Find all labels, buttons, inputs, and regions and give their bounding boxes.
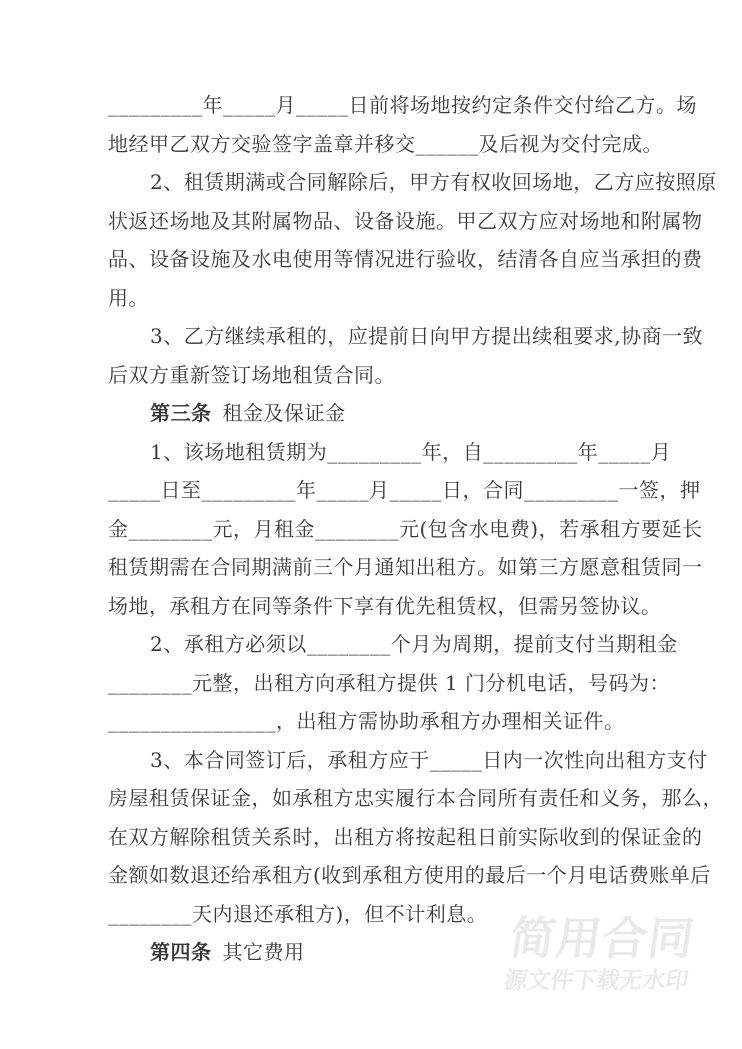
contract-text-line: _____日至_________年_____月_____日，合同_________一签，押 [108,478,701,502]
contract-text-line: 场地，承租方在同等条件下享有优先租赁权，但需另签协议。 [108,593,662,618]
contract-text-line: 后双方重新签订场地租赁合同。 [108,362,395,387]
section-heading-number: 第四条 [150,940,212,964]
contract-text-line: 2、租赁期满或合同解除后，甲方有权收回场地，乙方应按照原 [150,170,717,194]
section-heading-number: 第三条 [150,401,212,425]
contract-text-line: ________天内退还承租方)，但不计利息。 [108,901,488,926]
section-heading: 第四条 其它费用 [150,940,305,964]
contract-body [108,86,723,972]
contract-text-line: 金________元，月租金________元(包含水电费)，若承租方要延长 [108,516,703,541]
contract-text-line: 状返还场地及其附属物品、设备设施。甲乙双方应对场地和附属物 [108,208,703,233]
contract-text-line: 1、该场地租赁期为_________年，自_________年_____月 [150,439,672,464]
contract-text-line: _________年_____月_____日前将场地按约定条件交付给乙方。场 [108,93,697,117]
section-heading: 第三条 租金及保证金 [150,401,346,425]
contract-text-line: ________元整，出租方向承租方提供 1 门分机电话，号码为： [108,670,670,695]
contract-text-line: 用。 [108,285,149,310]
contract-text-line: 房屋租赁保证金，如承租方忠实履行本合同所有责任和义务，那么， [108,786,723,810]
contract-text-line: ________________，出租方需协助承租方办理相关证件。 [108,709,625,733]
contract-text-line: 租赁期需在合同期满前三个月通知出租方。如第三方愿意租赁同一 [108,555,703,579]
contract-text-line: 地经甲乙双方交验签字盖章并移交______及后视为交付完成。 [108,131,663,156]
contract-text-line: 3、乙方继续承租的，应提前日向甲方提出续租要求,协商一致 [150,324,704,348]
watermark-title: 简用合同 [506,912,699,965]
contract-text-line: 品、设备设施及水电使用等情况进行验收，结清各自应当承担的费 [108,247,703,271]
watermark-subtitle: 源文件下载无水印 [502,968,691,994]
contract-text-line: 在双方解除租赁关系时，出租方将按起租日前实际收到的保证金的 [108,824,703,849]
contract-text-line: 金额如数退还给承租方(收到承租方使用的最后一个月电话费账单后 [108,863,711,887]
contract-text-line: 2、承租方必须以________个月为周期，提前支付当期租金 [150,632,678,656]
contract-text-line: 3、本合同签订后，承租方应于_____日内一次性向出租方支付 [150,747,708,772]
